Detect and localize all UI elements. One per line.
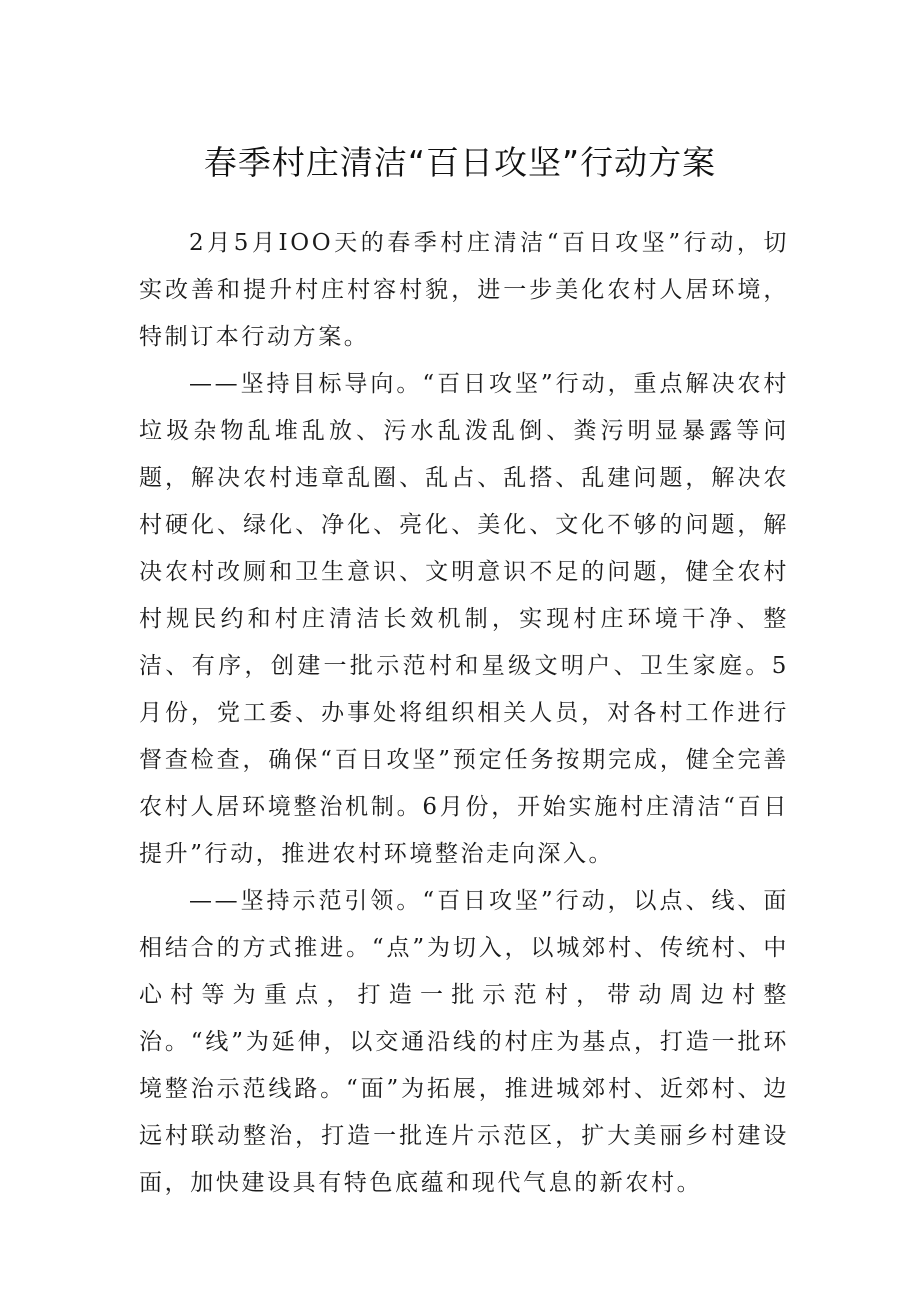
document-title: 春季村庄清洁“百日攻坚”行动方案 [203,143,717,182]
paragraph-goal-orientation: ——坚持目标导向。“百日攻坚”行动，重点解决农村垃圾杂物乱堆乱放、污水乱泼乱倒、粪污明显暴露等问题，解决农村违章乱圈、乱占、乱搭、乱建问题，解决农村硬化、绿化、净化、亮化、美化、文化不够的问题，解决农村改厕和卫生意识、文明意识不足的问题，健全农村村规民约和村庄清洁长效机制，实现村庄环境干净、整洁、有序，创建一批示范村和星级文明户、卫生家庭。5月份，党工委、办事处将组织相关人员，对各村工作进行督查检查，确保“百日攻坚”预定任务按期完成，健全完善农村人居环境整治机制。6月份，开始实施村庄清洁“百日提升”行动，推进农村环境整治走向深入。 [139,371,789,867]
paragraph-intro: 2月5月IOO天的春季村庄清洁“百日攻坚”行动，切实改善和提升村庄村容村貌，进一步美化农村人居环境，特制订本行动方案。 [139,230,789,350]
document-body [139,220,789,1207]
paragraph-demonstration-lead: ——坚持示范引领。“百日攻坚”行动，以点、线、面相结合的方式推进。“点”为切入，以城郊村、传统村、中心村等为重点，打造一批示范村，带动周边村整治。“线”为延伸，以交通沿线的村庄为基点，打造一批环境整治示范线路。“面”为拓展，推进城郊村、近郊村、边远村联动整治，打造一批连片示范区，扩大美丽乡村建设面，加快建设具有特色底蕴和现代气息的新农村。 [139,888,789,1196]
